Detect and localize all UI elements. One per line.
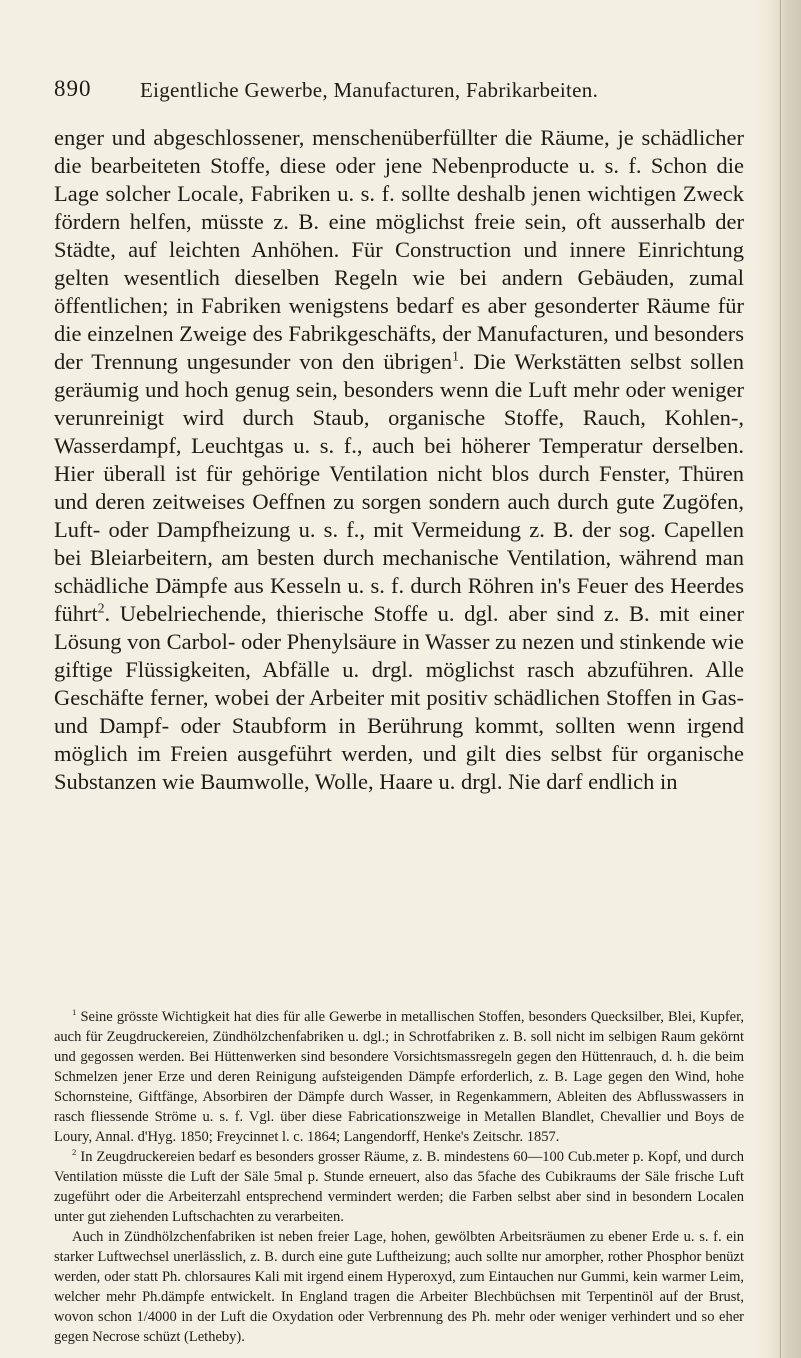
- main-paragraph: [54, 124, 744, 796]
- page-number: 890: [54, 76, 92, 101]
- running-title: Eigentliche Gewerbe, Manufacturen, Fabrikarbeiten.: [140, 78, 599, 102]
- footnote-2: [54, 1147, 744, 1227]
- footnote-2-continued: [54, 1227, 744, 1347]
- paragraph-part-2: . Die Werkstätten selbst sollen geräumig und hoch genug sein, besonders wenn die Luft mehr oder weniger verunreinigt wird durch Staub, organische Stoffe, Rauch, Kohlen-, Wasserdampf, Leuchtgas u. s. f., auch bei höherer Temperatur derselben. Hier überall ist für gehörige Ventilation nicht blos durch Fenster, Thüren und deren zeitweises Oeffnen zu sorgen sondern auch durch gute Zugöfen, Luft- oder Dampfheizung u. s. f., mit Vermeidung z. B. der sog. Capellen bei Bleiarbeitern, am besten durch mechanische Ventilation, während man schädliche Dämpfe aus Kesseln u. s. f. durch Röhren in's Feuer des Heerdes führt: [54, 349, 744, 626]
- footnote-1-mark: 1: [72, 1007, 77, 1018]
- footnote-ref-2: 2: [97, 600, 105, 616]
- page-gutter-shadow: [757, 0, 801, 1358]
- footnote-2-mark: 2: [72, 1147, 77, 1158]
- footnote-1: [54, 1007, 744, 1147]
- paragraph-part-1: enger und abgeschlossener, menschenüberfüllter die Räume, je schädlicher die bearbeiteten Stoffe, diese oder jene Nebenproducte u. s. f. Schon die Lage solcher Locale, Fabriken u. s. f. sollte deshalb jenen wichtigen Zweck fördern helfen, müsste z. B. eine möglichst freie sein, oft ausserhalb der Städte, auf leichten Anhöhen. Für Construction und innere Einrichtung gelten wesentlich dieselben Regeln wie bei andern Gebäuden, zumal öffentlichen; in Fabriken wenigstens bedarf es aber gesonderter Räume für die einzelnen Zweige des Fabrikgeschäfts, der Manufacturen, und besonders der Trennung ungesunder von den übrigen: [54, 125, 744, 374]
- footnotes: [54, 1007, 744, 1347]
- main-text: [54, 124, 744, 796]
- paragraph-part-3: . Uebelriechende, thierische Stoffe u. dgl. aber sind z. B. mit einer Lösung von Carbol- oder Phenylsäure in Wasser zu nezen und stinkende wie giftige Flüssigkeiten, Abfälle u. drgl. möglichst rasch abzuführen. Alle Geschäfte ferner, wobei der Arbeiter mit positiv schädlichen Stoffen in Gas- und Dampf- oder Staubform in Berührung kommt, sollten wenn irgend möglich im Freien ausgeführt werden, und gilt dies selbst für organische Substanzen wie Baumwolle, Wolle, Haare u. drgl. Nie darf endlich in: [54, 601, 744, 794]
- footnote-3-text-a: Auch in Zündhölzchenfabriken ist neben freier Lage, hohen, gewölbten Arbeitsräumen zu ebener Erde u. s. f. ein starker Luftwechsel unerlässlich, z. B. durch eine gute Luftheizung; auch sollte nur amorpher, rother Phosphor benüzt werden, oder statt Ph. chlorsaures Kali mit irgend einem Hyperoxyd, zum Eintauchen nur Gummi, kein warmer Leim, welcher mehr Ph.dämpfe entwickelt. In England tragen die Arbeiter Blechbüchsen mit Terpentinöl auf der Brust, wovon schon: [54, 1229, 744, 1325]
- binding-edge: [780, 0, 781, 1358]
- footnote-1-text: Seine grösste Wichtigkeit hat dies für alle Gewerbe in metallischen Stoffen, besonders Quecksilber, Blei, Kupfer, auch für Zeugdruckereien, Zündhölzchenfabriken u. dgl.; in Schrotfabriken z. B. soll nicht im selbigen Raum gekörnt und gegossen werden. Bei Hüttenwerken sind besondere Vorsichtsmassregeln gegen den Hüttenrauch, d. h. die beim Schmelzen jener Erze und deren Reinigung aufsteigenden Dämpfe erforderlich, z. B. Lage gegen den Wind, hohe Schornsteine, Giftfänge, Absorbiren der Dämpfe durch Wasser, in Regenkammern, Ableiten des Abflusswassers in rasch fliessende Ströme u. s. f. Vgl. über diese Fabricationszweige in Metallen Blandlet, Chevallier und Boys de Loury, Annal. d'Hyg. 1850; Freycinnet l. c. 1864; Langendorff, Henke's Zeitschr. 1857.: [54, 1009, 744, 1145]
- fraction: 1/4000: [136, 1309, 177, 1325]
- page-header: [54, 76, 744, 106]
- footnote-2-text: In Zeugdruckereien bedarf es besonders grosser Räume, z. B. mindestens 60—100 Cub.meter p. Kopf, und durch Ventilation müsste die Luft der Säle 5mal p. Stunde erneuert, also das 5fache des Cubikraums der Säle frische Luft zugeführt oder die Arbeiterzahl entsprechend vermindert werden; die Farben selbst aber sind in besondern Localen unter gut ziehenden Luftschachten zu verarbeiten.: [54, 1149, 744, 1225]
- footnote-3-text-b: in der Luft die Oxydation oder Verbrennung des Ph. mehr oder weniger verhindert und so eher gegen Necrose schüzt (Letheby).: [54, 1309, 744, 1345]
- footnote-ref-1: 1: [452, 348, 459, 364]
